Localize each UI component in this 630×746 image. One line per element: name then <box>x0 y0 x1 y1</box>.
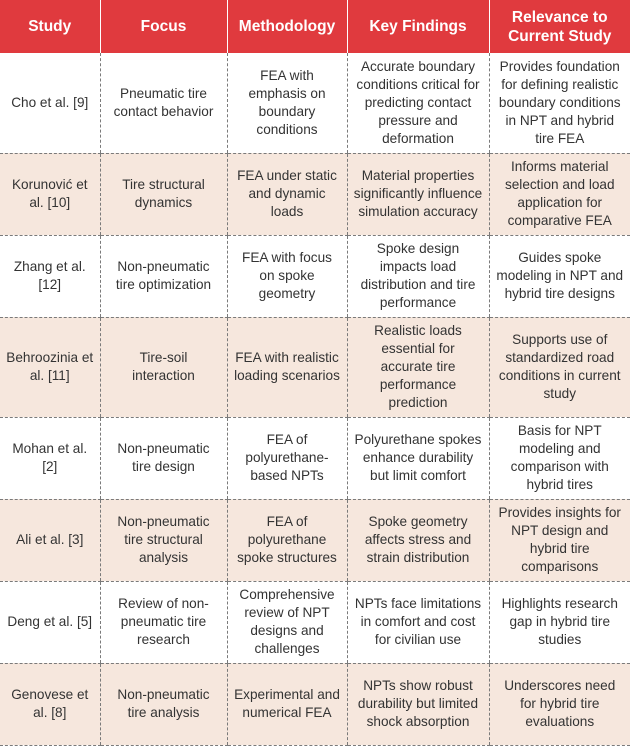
cell-relevance: Provides foundation for defining realistic boundary conditions in NPT and hybrid tire FEA <box>489 53 630 153</box>
header-focus: Focus <box>100 0 227 53</box>
cell-methodology: FEA with focus on spoke geometry <box>227 235 347 317</box>
cell-study: Ali et al. [3] <box>0 499 100 581</box>
cell-relevance: Supports use of standardized road conditions in current study <box>489 317 630 417</box>
cell-relevance: Guides spoke modeling in NPT and hybrid tire designs <box>489 235 630 317</box>
header-relevance: Relevance to Current Study <box>489 0 630 53</box>
cell-relevance: Underscores need for hybrid tire evaluations <box>489 663 630 745</box>
cell-key-findings: Spoke geometry affects stress and strain distribution <box>347 499 489 581</box>
header-study: Study <box>0 0 100 53</box>
cell-focus: Non-pneumatic tire optimization <box>100 235 227 317</box>
cell-methodology: FEA under static and dynamic loads <box>227 153 347 235</box>
cell-focus: Non-pneumatic tire analysis <box>100 663 227 745</box>
cell-focus: Pneumatic tire contact behavior <box>100 53 227 153</box>
cell-focus: Tire structural dynamics <box>100 153 227 235</box>
cell-study: Deng et al. [5] <box>0 581 100 663</box>
cell-key-findings: NPTs show robust durability but limited shock absorption <box>347 663 489 745</box>
table-row <box>0 235 630 317</box>
table-row <box>0 663 630 745</box>
cell-methodology: Experimental and numerical FEA <box>227 663 347 745</box>
cell-key-findings: NPTs face limitations in comfort and cost for civilian use <box>347 581 489 663</box>
cell-focus: Tire-soil interaction <box>100 317 227 417</box>
table-header <box>0 0 630 53</box>
cell-key-findings: Realistic loads essential for accurate tire performance prediction <box>347 317 489 417</box>
cell-study: Zhang et al. [12] <box>0 235 100 317</box>
cell-relevance: Basis for NPT modeling and comparison with hybrid tires <box>489 417 630 499</box>
table-row <box>0 53 630 153</box>
cell-relevance: Provides insights for NPT design and hybrid tire comparisons <box>489 499 630 581</box>
table-body <box>0 53 630 745</box>
cell-study: Genovese et al. [8] <box>0 663 100 745</box>
cell-key-findings: Polyurethane spokes enhance durability but limit comfort <box>347 417 489 499</box>
table-row <box>0 581 630 663</box>
table-row <box>0 153 630 235</box>
cell-methodology: Comprehensive review of NPT designs and challenges <box>227 581 347 663</box>
cell-key-findings: Spoke design impacts load distribution and tire performance <box>347 235 489 317</box>
table-row <box>0 417 630 499</box>
header-row <box>0 0 630 53</box>
cell-focus: Non-pneumatic tire design <box>100 417 227 499</box>
cell-key-findings: Accurate boundary conditions critical for predicting contact pressure and deformation <box>347 53 489 153</box>
cell-focus: Non-pneumatic tire structural analysis <box>100 499 227 581</box>
cell-study: Behroozinia et al. [11] <box>0 317 100 417</box>
table-row <box>0 317 630 417</box>
cell-study: Korunović et al. [10] <box>0 153 100 235</box>
cell-relevance: Informs material selection and load application for comparative FEA <box>489 153 630 235</box>
cell-methodology: FEA of polyurethane spoke structures <box>227 499 347 581</box>
header-methodology: Methodology <box>227 0 347 53</box>
cell-methodology: FEA with realistic loading scenarios <box>227 317 347 417</box>
header-key-findings: Key Findings <box>347 0 489 53</box>
table-row <box>0 499 630 581</box>
cell-relevance: Highlights research gap in hybrid tire studies <box>489 581 630 663</box>
cell-methodology: FEA with emphasis on boundary conditions <box>227 53 347 153</box>
cell-study: Mohan et al. [2] <box>0 417 100 499</box>
cell-study: Cho et al. [9] <box>0 53 100 153</box>
cell-focus: Review of non-pneumatic tire research <box>100 581 227 663</box>
cell-methodology: FEA of polyurethane-based NPTs <box>227 417 347 499</box>
cell-key-findings: Material properties significantly influence simulation accuracy <box>347 153 489 235</box>
